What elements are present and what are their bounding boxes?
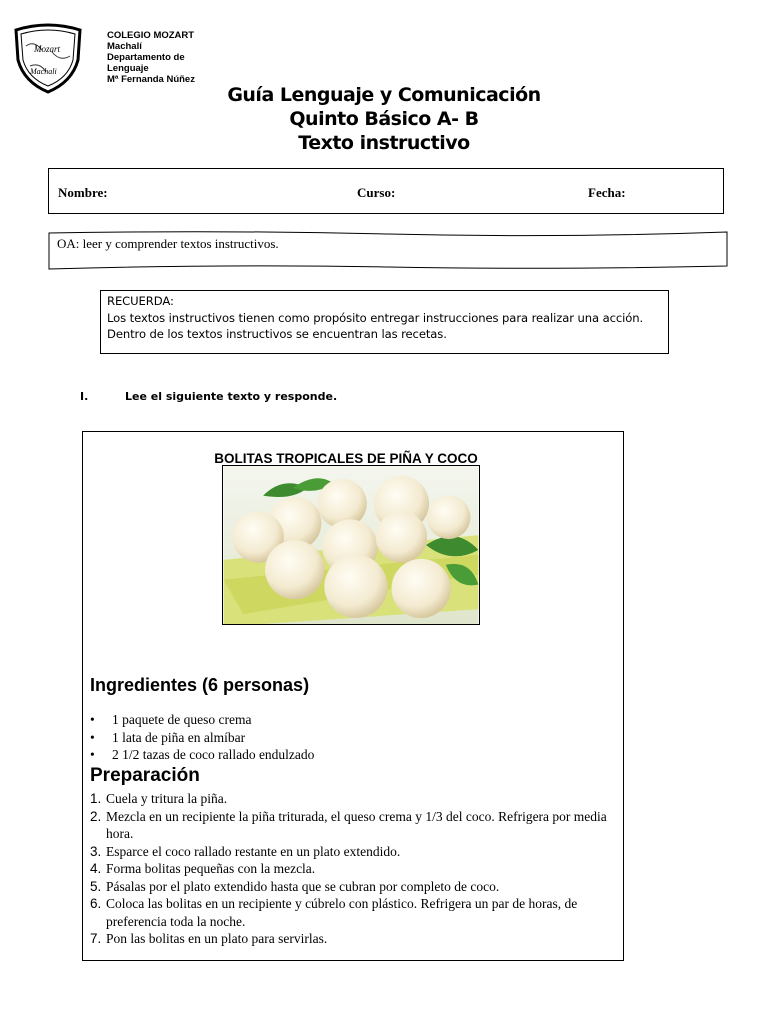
step-text: Esparce el coco rallado restante en un plato extendido. [106,843,401,859]
step-text: Forma bolitas pequeñas con la mezcla. [106,861,316,876]
school-dept-1: Departamento de [107,52,185,63]
reminder-box [100,290,669,354]
ingredients-list [90,711,314,764]
list-item [90,843,610,861]
ingredients-title: Ingredientes (6 personas) [90,675,310,695]
step-number: 5. [90,878,102,894]
bullet: • [90,747,95,762]
school-dept-2: Lenguaje [107,63,149,74]
title-line-1: Guía Lenguaje y Comunicación [227,84,541,106]
title-line-3: Texto instructivo [298,132,470,154]
step-number: 4. [90,861,102,876]
reminder-heading: RECUERDA: [107,294,174,308]
step-text: Coloca las bolitas en un recipiente y cúbrelo con plástico. Refrigera un par de horas, de preferencia toda la noche. [106,896,578,929]
step-text: Mezcla en un recipiente la piña triturada, el queso crema y 1/3 del coco. Refrigera por media hora. [106,808,607,841]
list-item [90,711,314,729]
fecha-label: Fecha: [588,185,626,200]
step-number: 3. [90,843,102,859]
step-text: Cuela y tritura la piña. [106,791,228,806]
list-item [90,860,610,878]
step-text: Pon las bolitas en un plato para servirlas. [106,931,328,946]
list-item [90,746,314,764]
list-item [90,808,610,843]
step-number: 7. [90,931,102,946]
list-item [90,930,610,948]
curso-label: Curso: [357,185,396,200]
list-item [90,790,610,808]
school-city: Machalí [107,41,142,52]
list-item [90,729,314,747]
ingredient-text: 2 1/2 tazas de coco rallado endulzado [112,747,315,762]
school-name: COLEGIO MOZART [107,30,195,41]
bullet: • [90,712,95,727]
logo-text-2: Machali [30,67,57,76]
logo-text-1: Mozart [34,44,61,54]
page-title [0,83,768,155]
recipe-title: BOLITAS TROPICALES DE PIÑA Y COCO [214,451,478,466]
ingredient-text: 1 paquete de queso crema [112,712,252,727]
list-item [90,895,610,930]
oa-text: OA: leer y comprender textos instructivos. [57,236,279,251]
reminder-body: Los textos instructivos tienen como propósito entregar instrucciones para realizar una acción. Dentro de los textos instructivos se encuentran las recetas. [107,310,644,341]
list-item [90,878,610,896]
section-instruction: Lee el siguiente texto y responde. [125,390,338,403]
section-number: I. [80,390,89,403]
coconut-balls-photo [222,465,480,625]
bullet: • [90,729,95,745]
step-number: 1. [90,791,102,806]
nombre-label: Nombre: [58,185,108,200]
school-info [107,30,195,85]
step-number: 6. [90,896,102,911]
school-teacher: Mª Fernanda Núñez [107,74,195,85]
preparation-title: Preparación [90,765,200,786]
preparation-steps [90,790,610,948]
student-info-box [48,168,724,214]
step-text: Pásalas por el plato extendido hasta que se cubran por completo de coco. [106,878,500,894]
step-number: 2. [90,808,102,824]
title-line-2: Quinto Básico A- B [289,108,479,130]
ingredient-text: 1 lata de piña en almíbar [112,729,246,745]
